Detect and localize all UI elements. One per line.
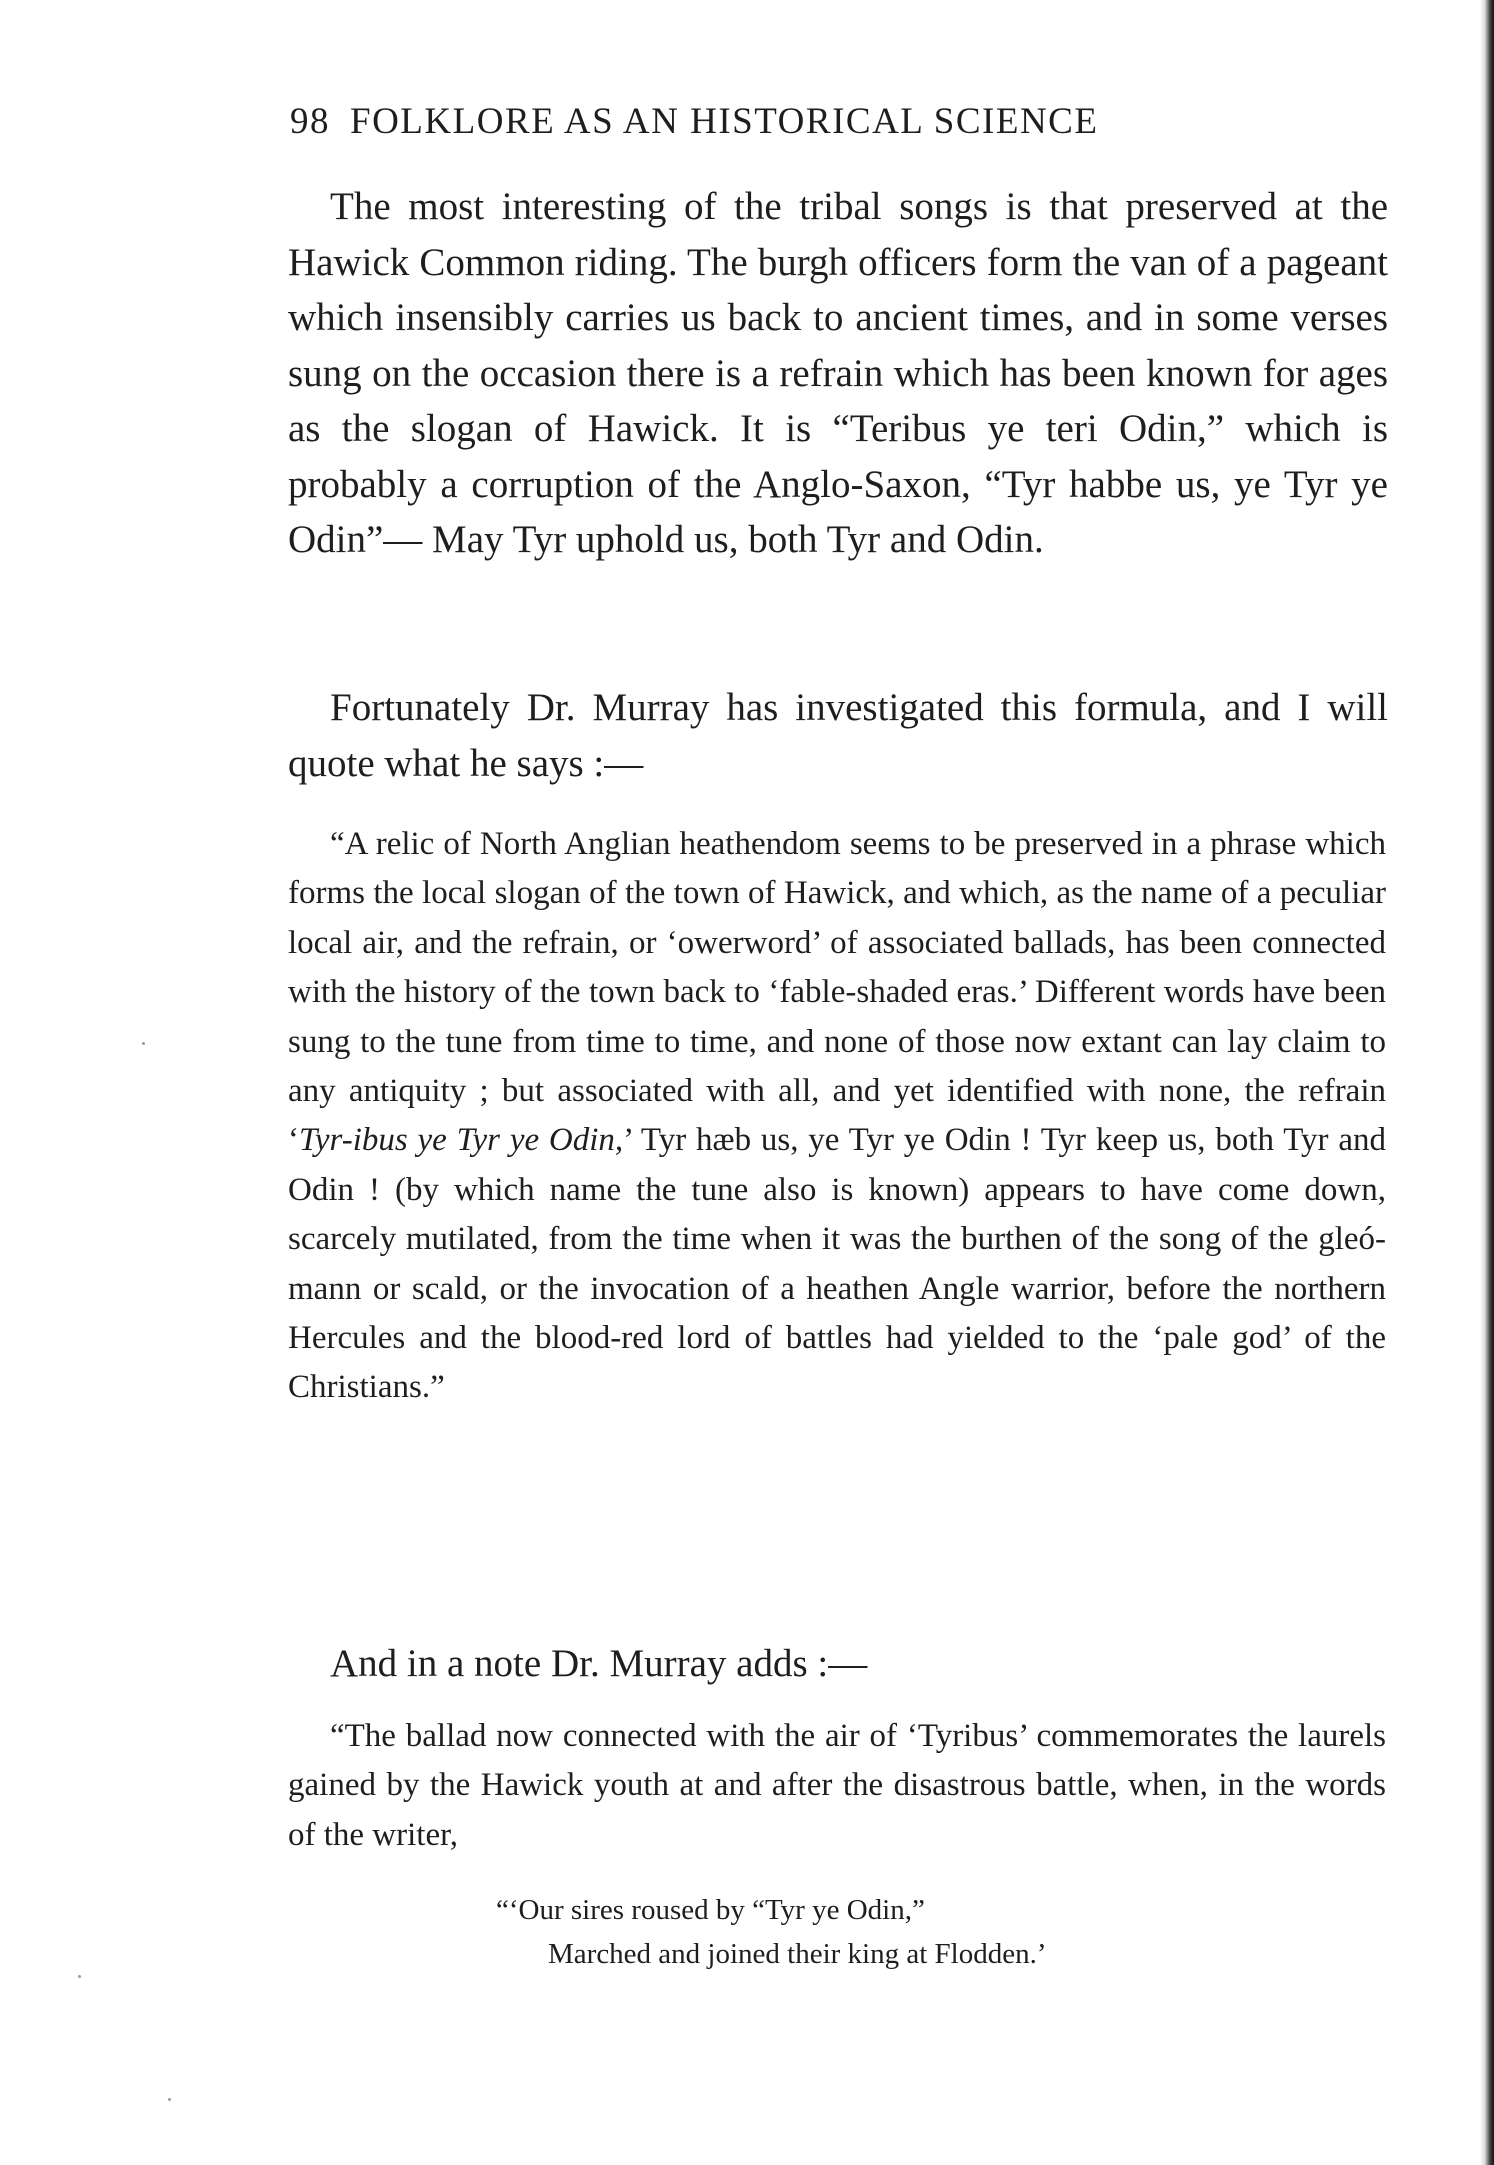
quotation-text-end: ’ Tyr hæb us, ye Tyr ye Odin ! Tyr keep us, both Tyr and Odin ! (by which name the tune also is known) appears to have come down, scarcely mutilated, from the time when it was the burthen of the song of the gleó-mann or scald, or the invocation of a heathen Angle warrior, before the northern Hercules and the blood-red lord of battles had yielded to the ‘pale god’ of the Christians.” (288, 1122, 1386, 1406)
quotation-text-start: “A relic of North Anglian heathendom seems to be preserved in a phrase which forms the local slogan of the town of Hawick, and which, as the name of a peculiar local air, and the refrain, or ‘owerword’ of associated ballads, has been connected with the history of the town back to ‘fable-shaded eras.’ Different words have been sung to the tune from time to time, and none of those now extant can lay claim to any antiquity ; but associated with all, and yet identified with none, the refrain ‘ (288, 826, 1386, 1159)
quotation-ballad-note: “The ballad now connected with the air of ‘Tyribus’ commemorates the laurels gained by the Hawick youth at and after the disastrous battle, when, in the words of the writer, (288, 1718, 1386, 1853)
paper-speck (142, 1042, 145, 1045)
verse-line-2: Marched and joined their king at Flodden.’ (548, 1938, 1047, 1970)
page-number: 98 (290, 101, 330, 142)
verse-line-1: “‘Our sires roused by “Tyr ye Odin,” (496, 1894, 925, 1926)
paper-speck (78, 1975, 81, 1978)
quotation-italic-refrain: Tyr-ibus ye Tyr ye Odin, (299, 1122, 624, 1159)
paragraph-murray-note: And in a note Dr. Murray adds :— (330, 1642, 868, 1685)
paragraph-murray-intro: Fortunately Dr. Murray has investigated this formula, and I will quote what he says :— (288, 686, 1388, 785)
running-header (290, 100, 1340, 143)
paper-speck (168, 2098, 171, 2101)
running-title: FOLKLORE AS AN HISTORICAL SCIENCE (350, 101, 1099, 142)
page-spine-edge (1480, 0, 1494, 2165)
quotation-north-anglian-relic (288, 820, 1386, 1413)
paragraph-tribal-songs: The most interesting of the tribal songs is that preserved at the Hawick Common riding. The burgh officers form the van of a pageant which insensibly carries us back to ancient times, and in some verses sung on the occasion there is a refrain which has been known for ages as the slogan of Hawick. It is “Teribus ye teri Odin,” which is probably a corruption of the Anglo-Saxon, “Tyr habbe us, ye Tyr ye Odin”— May Tyr uphold us, both Tyr and Odin. (288, 185, 1388, 561)
